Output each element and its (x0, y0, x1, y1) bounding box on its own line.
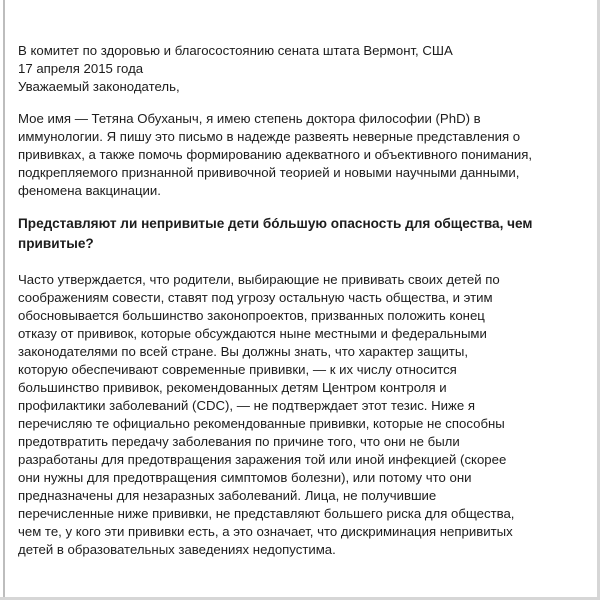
body-line: профилактики заболеваний (CDC), — не подтверждает этот тезис. Ниже я (18, 398, 475, 413)
date-line: 17 апреля 2015 года (18, 61, 144, 76)
section-heading (18, 214, 584, 254)
section-heading-line: Представляют ли непривитые дети бóльшую опасность для общества, чем (18, 216, 533, 231)
salutation-line: Уважаемый законодатель, (18, 79, 180, 94)
body-line: разработаны для предотвращения заражения той или иной инфекцией (скорее (18, 452, 507, 467)
body-line: предотвратить передачу заболевания по причине того, что они не были (18, 434, 460, 449)
letter-header (18, 42, 584, 96)
body-line: соображениям совести, ставят под угрозу остальную часть общества, и этим (18, 290, 493, 305)
body-line: законодателями по всей стране. Вы должны знать, что характер защиты, (18, 344, 468, 359)
section-heading-line: привитые? (18, 236, 94, 251)
body-line: Часто утверждается, что родители, выбирающие не прививать своих детей по (18, 272, 500, 287)
body-line: которую обеспечивают современные прививки, — к их числу относится (18, 362, 457, 377)
body-line: отказу от прививок, которые обсуждаются ныне местными и федеральными (18, 326, 487, 341)
body-line: обосновывается большинство законопроектов, призванных положить конец (18, 308, 485, 323)
body-line: перечисленные ниже прививки, не представляют большего риска для общества, (18, 506, 515, 521)
intro-line: феномена вакцинации. (18, 183, 161, 198)
intro-line: подкрепляемого признанной прививочной теорией и новыми научными данными, (18, 165, 520, 180)
intro-paragraph (18, 110, 584, 200)
intro-line: Мое имя — Тетяна Обуханыч, я имею степень доктора философии (PhD) в (18, 111, 481, 126)
body-line: предназначены для незаразных заболеваний. Лица, не получившие (18, 488, 437, 503)
body-line: чем те, у кого эти прививки есть, а это означает, что дискриминация непривитых (18, 524, 513, 539)
body-line: они нужны для предотвращения симптомов болезни), или потому что они (18, 470, 472, 485)
body-paragraph (18, 271, 584, 559)
intro-line: иммунологии. Я пишу это письмо в надежде развеять неверные представления о (18, 129, 521, 144)
body-line: детей в образовательных заведениях недопустима. (18, 542, 336, 557)
addressee-line: В комитет по здоровью и благосостоянию сената штата Вермонт, США (18, 43, 453, 58)
body-line: большинство прививок, рекомендованных детям Центром контроля и (18, 380, 447, 395)
intro-line: прививках, а также помочь формированию адекватного и объективного понимания, (18, 147, 533, 162)
scan-frame-left (3, 0, 5, 600)
body-line: перечисляю те официально рекомендованные прививки, которые не способны (18, 416, 505, 431)
